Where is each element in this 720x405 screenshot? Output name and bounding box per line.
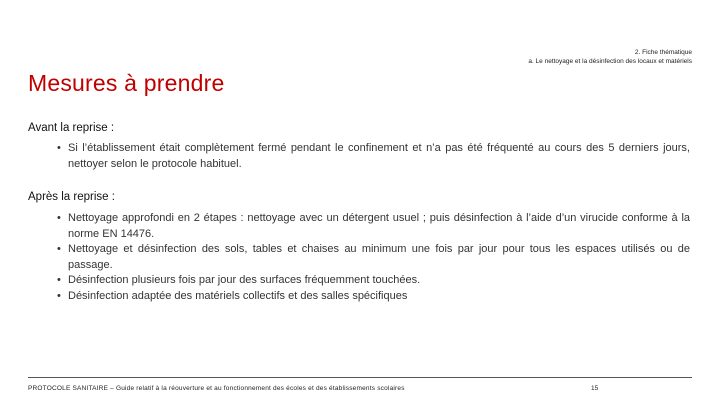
bullet-list-after xyxy=(58,211,690,304)
list-item: • Désinfection adaptée des matériels collectifs et des salles spécifiques xyxy=(58,289,690,305)
section-header xyxy=(528,48,692,66)
page-number: 15 xyxy=(591,385,599,392)
bullet-list-before xyxy=(58,141,690,172)
footer-text: PROTOCOLE SANITAIRE – Guide relatif à la réouverture et au fonctionnement des écoles et des établissements scolaires xyxy=(28,385,405,392)
header-line-2: a. Le nettoyage et la désinfection des locaux et matériels xyxy=(528,58,692,65)
bullet-icon: • xyxy=(57,243,61,255)
footer-divider xyxy=(28,377,692,378)
list-item: • Désinfection plusieurs fois par jour des surfaces fréquemment touchées. xyxy=(58,273,690,289)
page-title: Mesures à prendre xyxy=(28,70,225,96)
bullet-icon: • xyxy=(57,289,61,302)
list-item: • Nettoyage approfondi en 2 étapes : nettoyage avec un détergent usuel ; puis désinfection à l’aide d’un virucide conforme à la norme EN 14476. xyxy=(57,212,690,240)
section-title-before: Avant la reprise : xyxy=(28,122,115,134)
list-item: • Si l’établissement était complètement fermé pendant le confinement et n’a pas été fréquenté au cours des 5 derniers jours, nettoyer selon le protocole habituel. xyxy=(57,142,690,170)
bullet-icon: • xyxy=(57,274,61,286)
bullet-icon: • xyxy=(57,142,61,154)
header-line-1: 2. Fiche thématique xyxy=(634,49,692,56)
list-item: • Nettoyage et désinfection des sols, tables et chaises au minimum une fois par jour pour tous les espaces utilisés ou de passage. xyxy=(57,243,690,271)
section-title-after: Après la reprise : xyxy=(28,191,115,203)
bullet-icon: • xyxy=(57,212,61,224)
